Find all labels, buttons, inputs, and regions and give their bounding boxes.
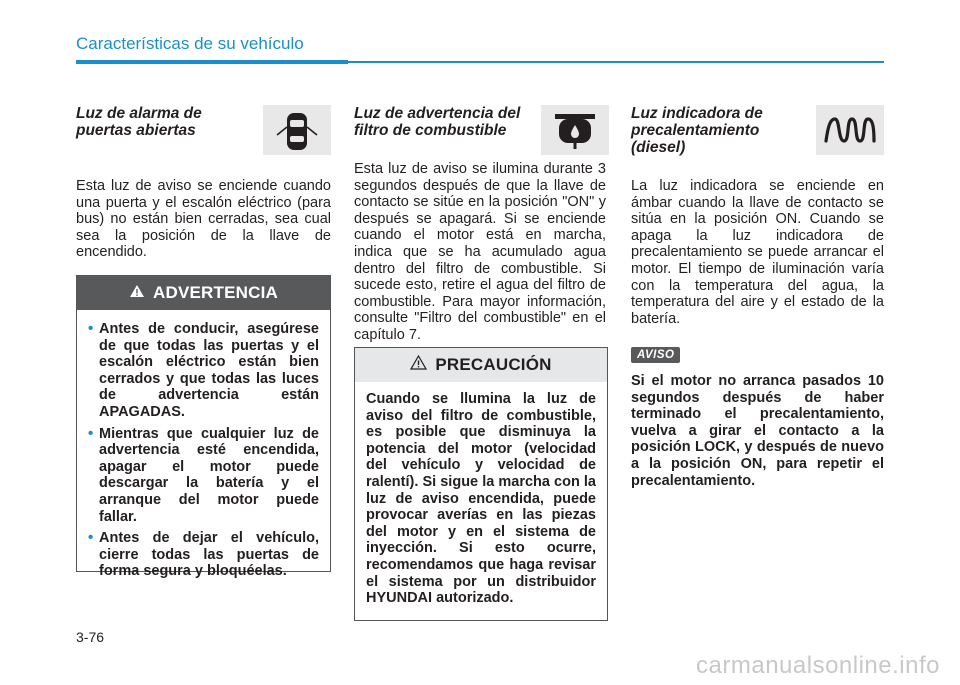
section-door-warning: [76, 105, 331, 261]
list-item: • Antes de conducir, asegúrese de que todas las puertas y el escalón eléctrico están bien cerrados y que todas las luces de advertencia están APAGADAS.: [88, 321, 319, 421]
section-heading: Luz de alarma de puertas abiertas: [76, 105, 202, 139]
advertencia-label: ADVERTENCIA: [153, 283, 278, 302]
list-item: • Mientras que cualquier luz de advertencia esté encendida, apagar el motor puede descargar la batería y el arranque del motor puede fallar.: [88, 426, 319, 526]
fuel-filter-water-icon: [541, 105, 609, 155]
warning-triangle-icon: [129, 283, 145, 303]
precaucion-text: Cuando se llumina la luz de aviso del filtro de combustible, es posible que disminuya la potencia del motor (velocidad del vehículo y velocidad de ralentí). Si sigue la marcha con la luz de aviso encendida, puede provocar averías en las piezas del motor y en el sistema de inyección. Si esto ocurre, recomendamos que haga revisar el sistema por un distribuidor HYUNDAI autorizado.: [366, 391, 596, 607]
section-title: Características de su vehículo: [76, 34, 304, 53]
section-fuel-filter: [354, 105, 609, 343]
section-heading: Luz indicadora de precalentamiento (diesel): [631, 105, 763, 156]
section-heading: Luz de advertencia del filtro de combustible: [354, 105, 521, 139]
aviso-badge: AVISO: [631, 347, 680, 363]
list-item: • Antes de dejar el vehículo, cierre todas las puertas de forma segura y bloquéelas.: [88, 530, 319, 580]
glow-plug-icon: [816, 105, 884, 155]
precaucion-header: [355, 348, 607, 382]
watermark: carmanualsonline.info: [696, 652, 940, 679]
section-glow-plug: [631, 105, 886, 489]
section-paragraph: Esta luz de aviso se enciende cuando una puerta y el escalón eléctrico (para bus) no están bien cerradas, sea cual sea la posición de la llave de encendido.: [76, 178, 331, 261]
advertencia-list: [88, 321, 319, 580]
door-open-warning-icon: [263, 105, 331, 155]
header-rule-thin: [348, 61, 884, 63]
advertencia-box: [76, 275, 331, 580]
section-paragraph: La luz indicadora se enciende en ámbar cuando la llave de contacto se sitúa en la posición ON. Cuando se apaga la luz indicadora de precalentamiento se puede arrancar el motor. El tiempo de iluminación varía con la temperatura del agua, la temperatura del aire y el estado de la batería.: [631, 178, 884, 327]
page-number: 3-76: [76, 629, 105, 645]
header-rule-thick: [76, 60, 348, 64]
precaucion-label: PRECAUCIÓN: [435, 355, 552, 374]
section-paragraph: Esta luz de aviso se ilumina durante 3 segundos después de que la llave de contacto se sitúe en la posición "ON" y después se apagará. Si se enciende cuando el motor está en marcha, indica que se ha acumulado agua dentro del filtro de combustible. Si sucede esto, retire el agua del filtro de combustible. Para mayor información, consulte "Filtro del combustible" en el capítulo 7.: [354, 161, 606, 343]
aviso-text: Si el motor no arranca pasados 10 segundos después de haber terminado el precalentamiento, vuelva a girar el contacto a la posición LOCK, y después de nuevo a la posición ON, para repetir el precalentamiento.: [631, 373, 884, 489]
advertencia-header: [77, 276, 330, 310]
caution-triangle-icon: [410, 355, 427, 375]
precaucion-box: [354, 347, 608, 621]
